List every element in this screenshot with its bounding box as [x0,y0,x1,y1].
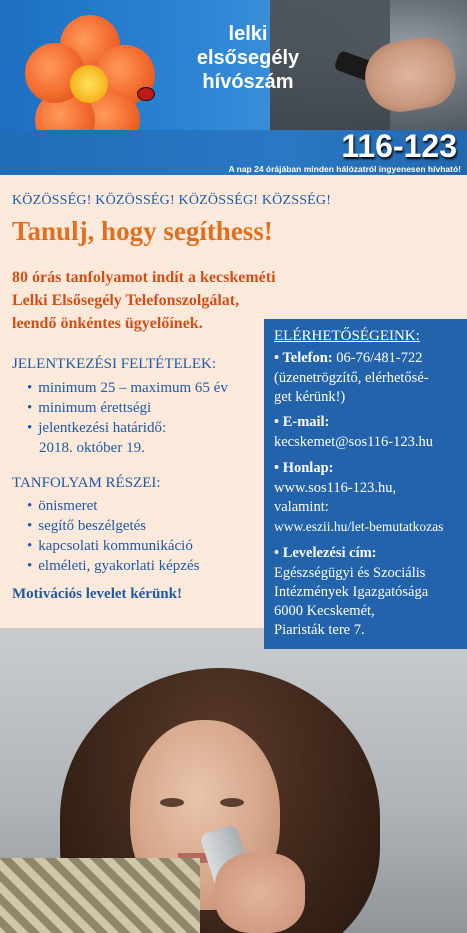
email-link[interactable]: kecskemet@sos116-123.hu [274,434,433,450]
hotline-number: 116-123 [341,128,457,164]
intro-text [12,266,276,335]
requirements-title: JELENTKEZÉSI FELTÉTELEK: [12,356,216,372]
woman-on-phone-photo [0,628,467,933]
post-line-2: Intézmények Igazgatósága [274,584,429,600]
requirements-list [27,378,228,458]
scarf-pattern [0,858,200,933]
intro-line-3: leendő önkéntes ügyelőínek. [12,315,203,332]
brand-title [178,22,318,94]
post-line-1: Egészségügyi és Szociális [274,565,426,581]
course-title: TANFOLYAM RÉSZEI: [12,475,161,491]
phone-line [274,349,422,368]
phone-label: • Telefon: [274,350,333,366]
list-item: • önismeret [27,496,199,516]
phone-note-2: get kérünk!) [274,389,346,405]
web-link-2[interactable]: www.eszii.hu/let-bemutatkozas [274,519,444,534]
course-list [27,496,199,576]
eye-right [220,798,244,807]
headline: Tanulj, hogy segíthess! [12,216,273,246]
post-line-4: Piaristák tere 7. [274,622,365,638]
header-banner [0,0,467,175]
deadline-date: 2018. október 19. [39,440,145,456]
post-line-3: 6000 Kecskemét, [274,603,375,619]
contact-box [264,319,467,649]
list-item: • elméleti, gyakorlati képzés [27,556,199,576]
contact-title: ELÉRHETŐSÉGEINK: [274,328,420,344]
eye-left [160,798,184,807]
phone-value[interactable]: 06-76/481-722 [336,350,423,366]
web-connector: valamint: [274,499,329,515]
ladybug-icon [137,87,155,101]
slogan: KÖZÖSSÉG! KÖZÖSSÉG! KÖZÖSSÉG! KÖZSSÉG! [12,193,332,208]
list-item: • minimum 25 – maximum 65 év [27,378,228,398]
motivation-text: Motivációs levelet kérünk! [12,586,182,602]
web-link[interactable]: www.sos116-123.hu, [274,480,397,496]
intro-line-1: 80 órás tanfolyamot indít a kecskeméti [12,269,276,286]
web-label: • Honlap: [274,460,334,476]
list-item: • segítő beszélgetés [27,516,199,536]
brand-line-2: hívószám [202,71,294,93]
post-label: • Levelezési cím: [274,545,377,561]
list-item: • kapcsolati kommunikáció [27,536,199,556]
hand-image [215,853,305,933]
email-label: • E-mail: [274,414,330,430]
intro-line-2: Lelki Elsősegély Telefonszolgálat, [12,292,240,309]
list-item: • minimum érettségi [27,398,228,418]
hotline-note: A nap 24 órájában minden hálózatról ingyenesen hívható! [228,164,461,174]
phone-note-1: (üzenetrögzítő, elérhetősé- [274,370,429,386]
brand-line-1: lelki elsősegély [196,23,300,69]
list-item: • jelentkezési határidő: [27,418,228,438]
